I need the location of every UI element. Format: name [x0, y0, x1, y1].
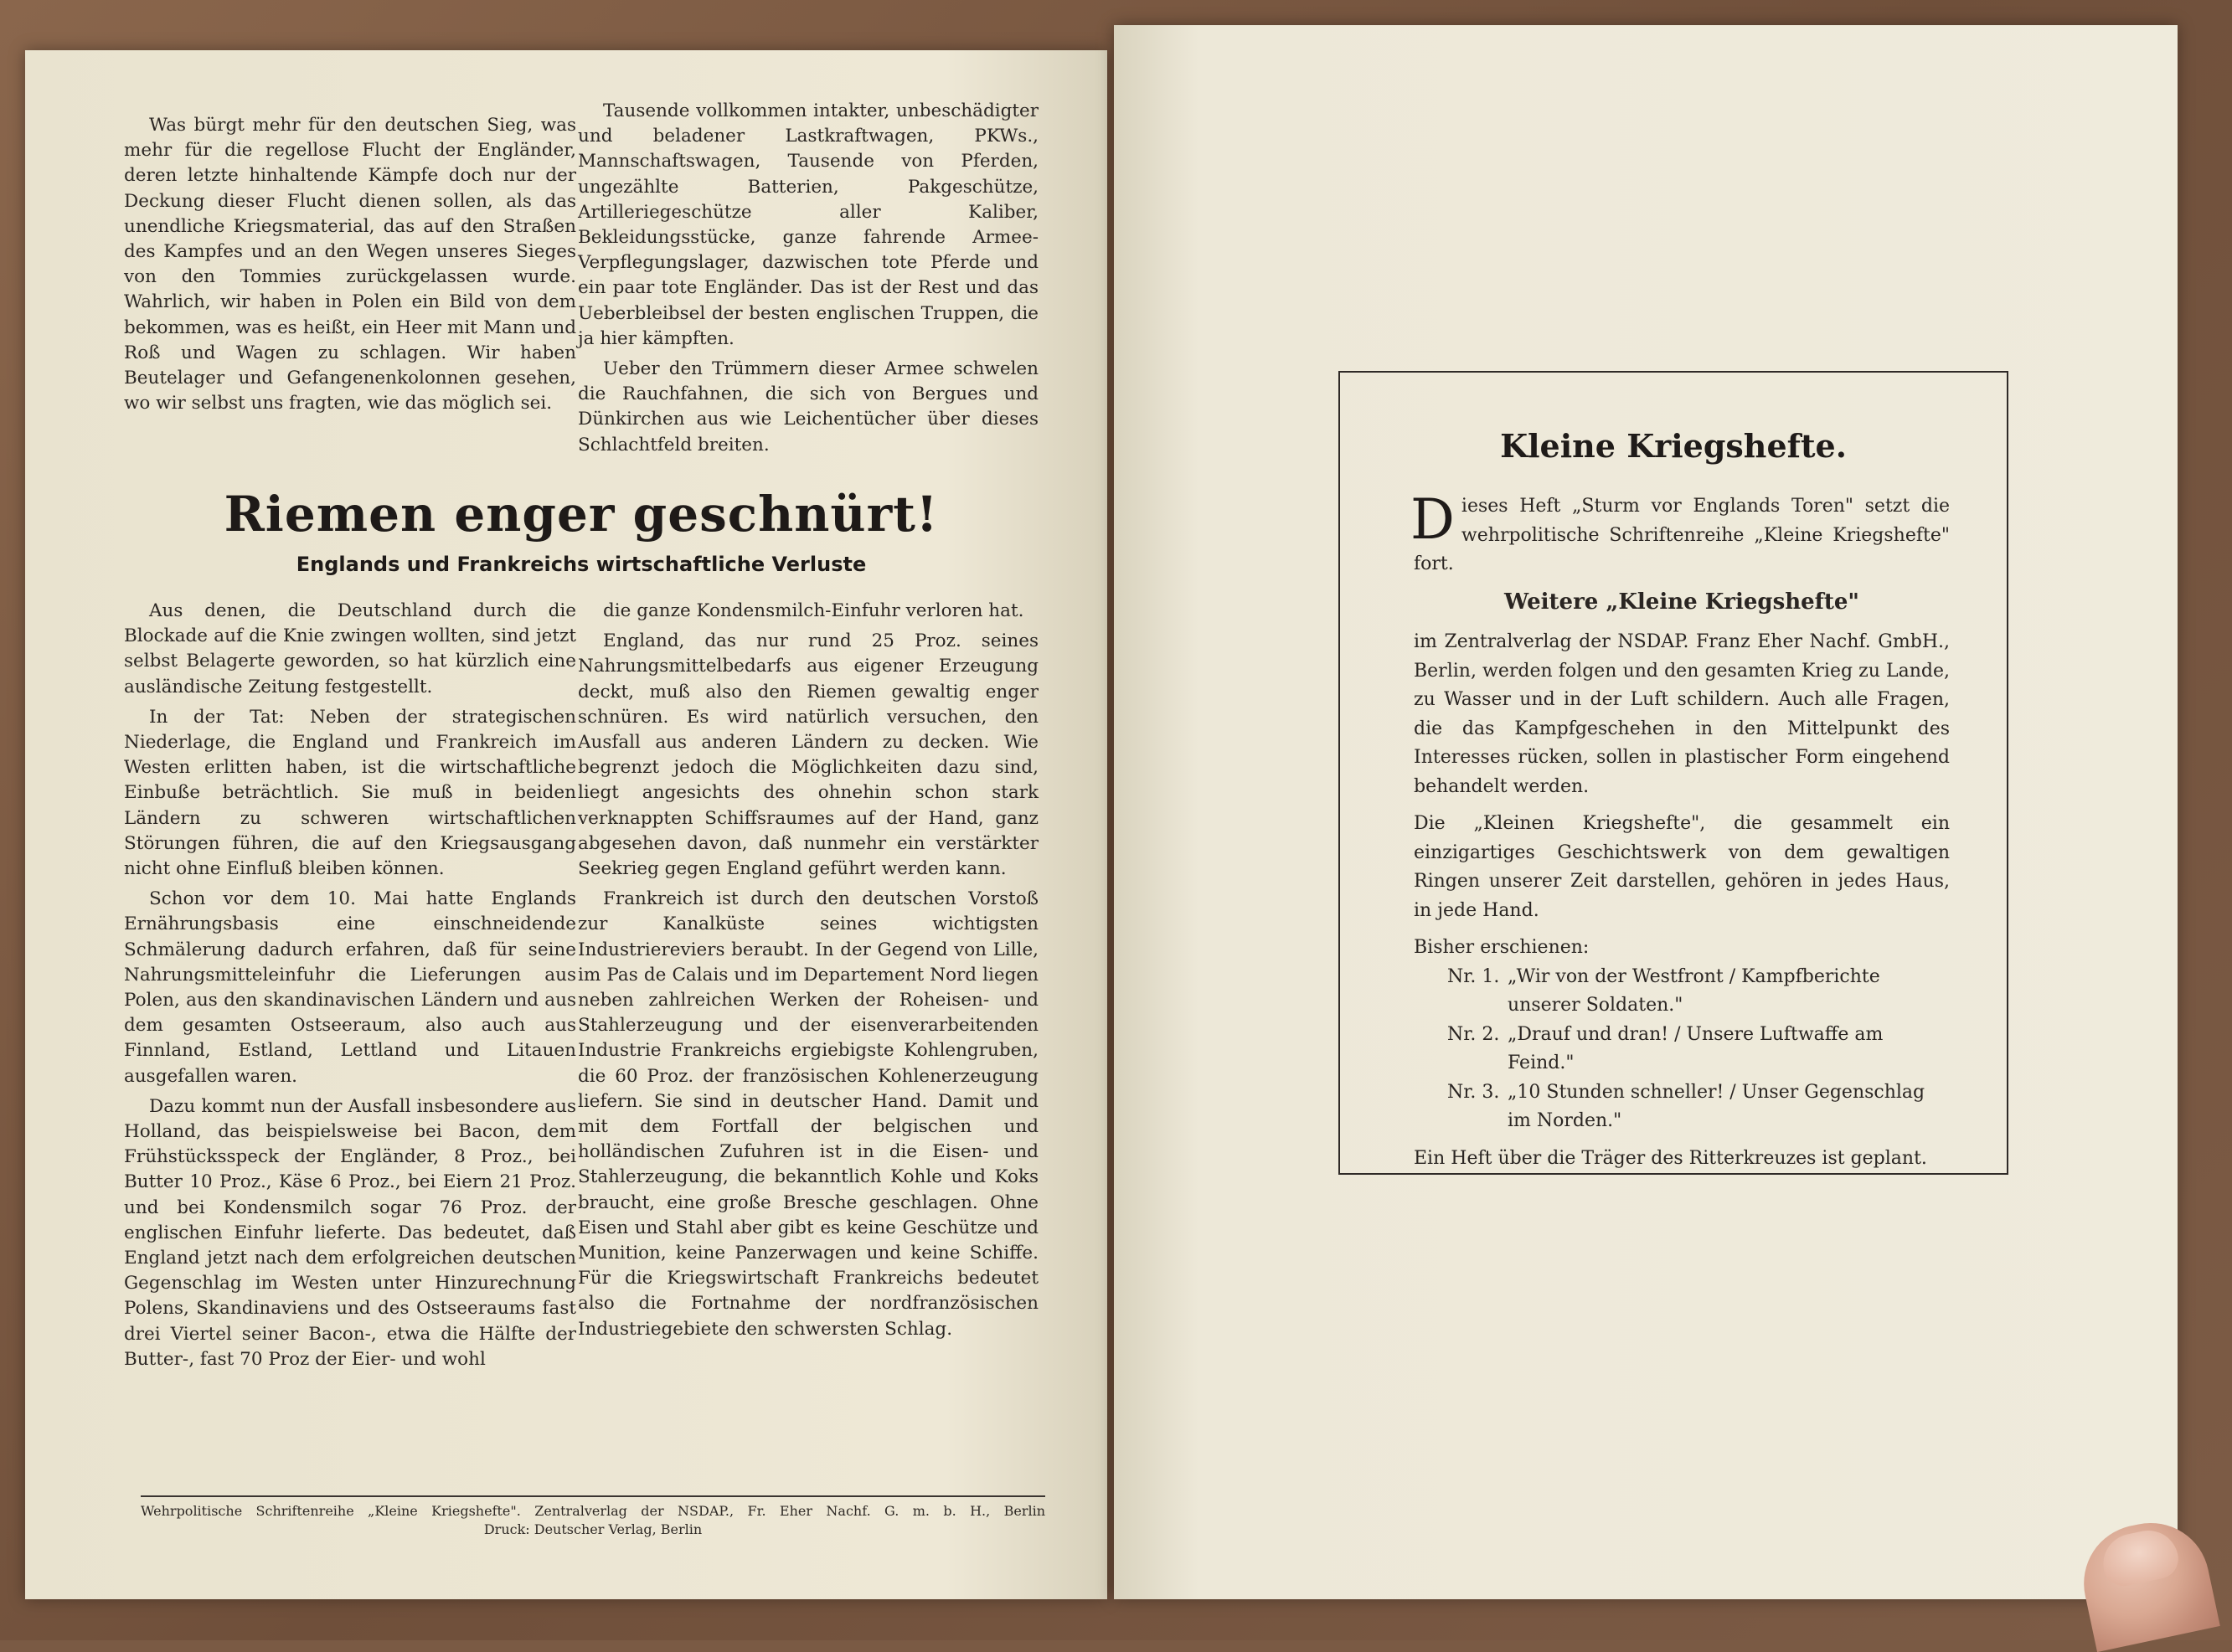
- paragraph: Dazu kommt nun der Ausfall insbesondere aus Holland, das beispielsweise bei Bacon, dem Frühstücksspeck der Engländer, 8 Proz., bei Butter 10 Proz., Käse 6 Proz., bei Eiern 21 Proz. und bei Kondensmilch sogar 76 Proz. der englischen Einfuhr lieferte. Das bedeutet, daß England jetzt nach dem erfolgreichen deutschen Gegenschlag im Westen unter Hinzurechnung Polens, Skandinaviens und des Ostseeraums fast drei Viertel seiner Bacon-, etwa die Hälfte der Butter-, fast 70 Proz der Eier- und wohl: [124, 1095, 576, 1370]
- issue-number: Nr. 3.: [1447, 1081, 1500, 1103]
- intro-paragraph: [1410, 487, 1950, 579]
- issue-title: „Wir von der Westfront / Kampfberichte unserer Soldaten.": [1508, 965, 1880, 1016]
- paragraph: Ueber den Trümmern dieser Armee schwelen die Rauchfahnen, die sich von Bergues und Dünkirchen aus wie Leichentücher über dieses Schlachtfeld breiten.: [578, 358, 1039, 455]
- paragraph: Was bürgt mehr für den deutschen Sieg, was mehr für die regellose Flucht der Engländer, deren letzte hinhaltende Kämpfe doch nur der Deckung dieser Flucht dienen sollen, als das unendliche Kriegsmaterial, das auf den Straßen des Kampfes und an den Wegen unseres Sieges von den Tommies zurückgelassen wurde. Wahrlich, wir haben in Polen ein Bild von dem bekommen, was es heißt, ein Heer mit Mann und Roß und Wagen zu schlagen. Wir haben Beutelager und Gefangenenkolonnen gesehen, wo wir selbst uns fragten, wie das möglich sei.: [124, 115, 576, 414]
- paragraph: im Zentralverlag der NSDAP. Franz Eher Nachf. GmbH., Berlin, werden folgen und den gesamten Krieg zu Lande, zu Wasser und in der Luft schildern. Auch alle Fragen, die das Kampfgeschehen in den Mittelpunkt des Interesses rücken, sollen in plastischer Form eingehend behandelt werden.: [1414, 631, 1950, 797]
- paragraph: Die „Kleinen Kriegshefte", die gesammelt ein einzigartiges Geschichtswerk von dem gewaltigen Ringen unserer Zeit darstellen, gehören in jedes Haus, in jede Hand.: [1414, 813, 1950, 921]
- closing-note: Ein Heft über die Träger des Ritterkreuzes ist geplant.: [1414, 1147, 1927, 1169]
- issue-item: [1447, 963, 1950, 1021]
- paragraph: In der Tat: Neben der strategischen Niederlage, die England und Frankreich im Westen erlitten haben, ist die wirtschaftliche Einbuße beträchtlich. Sie muß in beiden Ländern zu schweren wirtschaftlichen Störungen führen, die auf den Kriegsausgang nicht ohne Einfluß bleiben können.: [124, 706, 576, 880]
- issue-title: „10 Stunden schneller! / Unser Gegenschlag im Norden.": [1508, 1081, 1925, 1131]
- issue-item: [1447, 1078, 1950, 1136]
- notice-body: [1410, 487, 1950, 1173]
- left-column-top: [124, 113, 576, 416]
- issue-number: Nr. 2.: [1447, 1023, 1500, 1045]
- article-subheadline: Englands und Frankreichs wirtschaftliche Verluste: [296, 553, 867, 576]
- issue-number: Nr. 1.: [1447, 965, 1500, 987]
- paragraph: Schon vor dem 10. Mai hatte Englands Ernährungsbasis eine einschneidende Schmälerung dadurch erfahren, daß für seine Nahrungsmitteleinfuhr die Lieferungen aus Polen, aus den skandinavischen Ländern und aus dem gesamten Ostseeraum, also auch aus Finnland, Estland, Lettland und Litauen ausgefallen waren.: [124, 888, 576, 1087]
- right-column-bottom: [578, 599, 1039, 1342]
- notice-title: Kleine Kriegshefte.: [1500, 427, 1847, 465]
- notice-subtitle: Weitere „Kleine Kriegshefte": [1504, 589, 1859, 615]
- footer-line: Druck: Deutscher Verlag, Berlin: [483, 1521, 703, 1537]
- paragraph: Tausende vollkommen intakter, unbeschädigter und beladener Lastkraftwagen, PKWs., Mannschaftswagen, Tausende von Pferden, ungezählte Batterien, Pakgeschütze, Artilleriegeschütze aller Kaliber, Bekleidungsstücke, ganze fahrende Armee-Verpflegungslager, dazwischen tote Pferde und ein paar tote Engländer. Das ist der Rest und das Ueberbleibsel der besten englischen Truppen, die ja hier kämpften.: [578, 100, 1039, 349]
- paragraph: die ganze Kondensmilch-Einfuhr verloren hat.: [603, 600, 1024, 621]
- issues-heading: Bisher erschienen:: [1414, 937, 1590, 958]
- paragraph: Frankreich ist durch den deutschen Vorstoß zur Kanalküste seines wichtigsten Industriereviers beraubt. In der Gegend von Lille, im Pas de Calais und im Departement Nord liegen neben zahlreichen Werken der Roheisen- und Stahlerzeugung und der eisenverarbeitenden Industrie Frankreichs ergiebigste Kohlengruben, die 60 Proz. der französischen Kohlenerzeugung liefern. Sie sind in deutscher Hand. Damit und mit dem Fortfall der belgischen und holländischen Zufuhren ist in die Eisen- und Stahlerzeugung, die bekanntlich Kohle und Koks braucht, eine große Bresche geschlagen. Ohne Eisen und Stahl aber gibt es keine Geschütze und Munition, keine Panzerwagen und keine Schiffe. Für die Kriegswirtschaft Frankreichs bedeutet also die Fortnahme der nordfranzösischen Industriegebiete den schwersten Schlag.: [578, 888, 1039, 1340]
- issue-title: „Drauf und dran! / Unsere Luftwaffe am Feind.": [1508, 1023, 1884, 1073]
- intro-text: ieses Heft „Sturm vor Englands Toren" setzt die wehrpolitische Schriftenreihe „Kleine Kriegshefte" fort.: [1414, 496, 1950, 574]
- paragraph: Aus denen, die Deutschland durch die Blockade auf die Knie zwingen wollten, sind jetzt selbst Belagerte geworden, so hat kürzlich eine ausländische Zeitung festgestellt.: [124, 600, 576, 697]
- issue-item: [1447, 1021, 1950, 1078]
- footer-divider: [141, 1495, 1045, 1497]
- publisher-footer: [141, 1502, 1045, 1539]
- left-column-bottom: [124, 599, 576, 1372]
- footer-line: Wehrpolitische Schriftenreihe „Kleine Kriegshefte". Zentralverlag der NSDAP., Fr. Eher Nachf. G. m. b. H., Berlin: [141, 1503, 1045, 1519]
- article-headline: Riemen enger geschnürt!: [224, 486, 939, 543]
- right-column-top: [578, 99, 1039, 458]
- drop-cap: D: [1410, 487, 1455, 552]
- paragraph: England, das nur rund 25 Proz. seines Nahrungsmittelbedarfs aus eigener Erzeugung deckt, muß also den Riemen gewaltig enger schnüren. Es wird natürlich versuchen, den Ausfall aus anderen Ländern zu decken. Wie begrenzt jedoch die Möglichkeiten dazu sind, liegt angesichts des ohnehin schon stark verknappten Schiffsraumes auf der Hand, ganz abgesehen davon, daß nunmehr ein verstärkter Seekrieg gegen England geführt werden kann.: [578, 630, 1039, 880]
